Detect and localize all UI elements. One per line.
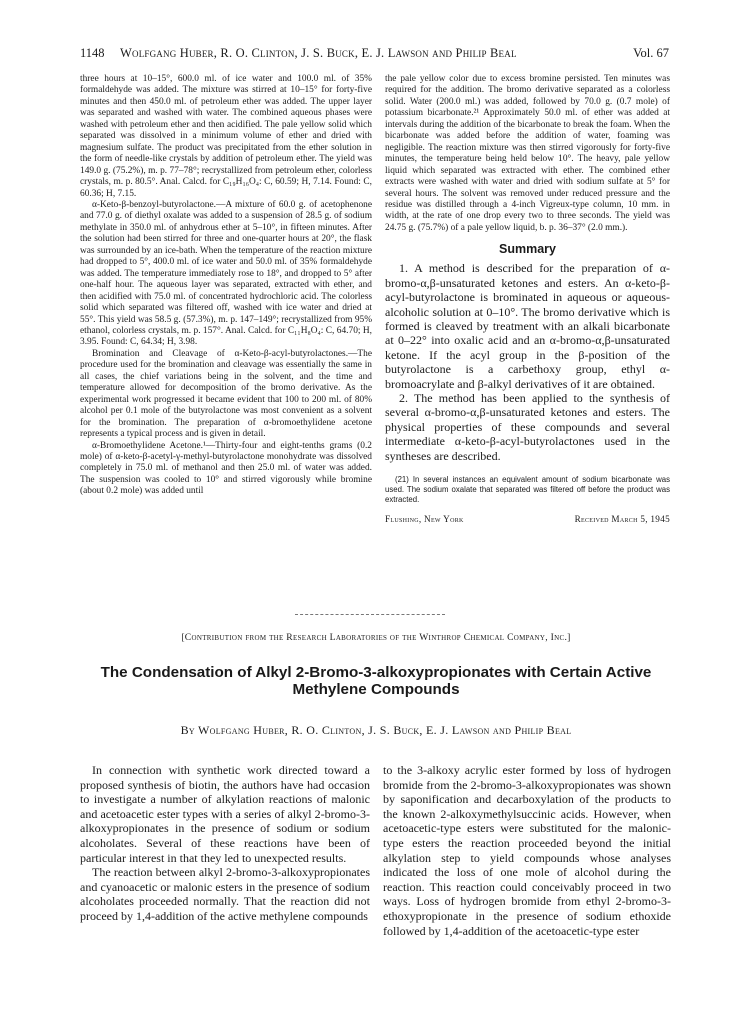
experimental-right-column	[385, 74, 670, 526]
experimental-left-column	[80, 74, 372, 498]
experimental-paragraph: α-Keto-β-benzoyl-butyrolactone.—A mixture of 60.0 g. of acetophenone and 77.0 g. of diethyl oxalate was added to a suspension of 28.5 g. of sodium methylate in 350.0 ml. of anhydrous ether at 5–10°, in fifteen minutes. After the solution had been stirred for three and one-quarter hours at 20°, the flask was surrounded by an ice-bath. When the temperature of the reaction mixture had dropped to 5°, 400.0 ml. of ice water and 50.0 ml. of 35% formaldehyde was added. The temperature immediately rose to 18°, and dropped to 5° after one-half hour. The aqueous layer was separated, extracted with ether, and then acidified with 75.0 ml. of concentrated hydrochloric acid. The colorless solid which separated was filtered off, washed with ice water and dried at 55°. This yield was 58.5 g. (57.3%), m. p. 147–149°; recrystallized from 95% ethanol, colorless crystals, m. p. 157°. Anal. Calcd. for C₁₁H₈O₄: C, 64.70; H, 3.95. Found: C, 64.34; H, 3.98.	[80, 199, 372, 348]
article-paragraph: In connection with synthetic work directed toward a proposed synthesis of biotin, the authors have had occasion to investigate a number of alkylation reactions of malonic and acetoacetic ester types with a series of alkyl 2-bromo-3-alkoxypropionates in the presence of sodium or sodium alcoholates. Several of these reactions have been of particular interest in that they led to unexpected results.	[80, 763, 370, 865]
experimental-paragraph: the pale yellow color due to excess bromine persisted. Ten minutes was required for the addition. The bromo derivative separated as a colorless solid. Water (200.0 ml.) was added, followed by 70.0 g. (0.7 mole) of potassium bicarbonate.²¹ Approximately 50.0 ml. of ether was added at intervals during the addition of the bicarbonate to break the foam. When the bicarbonate was added before the addition of water, foaming was negligible. The reaction mixture was then stirred vigorously for forty-five minutes, the temperature being held below 10°. The heavy, pale yellow liquid which separated was extracted with ether. The combined ether extracts were washed with water and dried with sodium sulfate at 5° for several hours. The solvent was removed under reduced pressure and the residue was distilled through a 4-inch Vigreux-type column, 10 mm. in width, at the rate of one drop every two to three seconds. The yield was 24.75 g. (75.7%) of a pale yellow liquid, b. p. 36–37° (2.0 mm.).	[385, 74, 670, 233]
experimental-paragraph: α-Bromoethylidene Acetone.¹—Thirty-four and eight-tenths grams (0.2 mole) of α-keto-β-acetyl-γ-methyl-butyrolactone monohydrate was dissolved completely in 75.0 ml. of methanol and then 25.0 ml. of water was added. The suspension was cooled to 10° and stirred vigorously while bromine (about 0.2 mole) was added until	[80, 440, 372, 497]
experimental-paragraph: Bromination and Cleavage of α-Keto-β-acyl-butyrolactones.—The procedure used for the bromination and cleavage was essentially the same in all cases, the chief variations being in the solvent, and the time and temperature allowed for decomposition of the bromo derivative. As the experimental work progressed it became evident that 100 to 200 ml. of 80% alcohol per 0.1 mole of the butyrolactone was most convenient as a solvent for the bromination. The preparation of α-bromoethylidene acetone represents a typical process and is given in detail.	[80, 348, 372, 440]
location: Flushing, New York	[385, 514, 464, 525]
page-number: 1148	[80, 46, 105, 60]
article-title: The Condensation of Alkyl 2-Bromo-3-alkoxypropionates with Certain Active Methylene Compounds	[100, 664, 652, 698]
volume-label: Vol. 67	[633, 46, 669, 60]
affiliation-line	[385, 514, 670, 526]
summary-item: 1. A method is described for the preparation of α-bromo-α,β-unsaturated ketones and esters. An α-keto-β-acyl-butyrolactone is brominated in aqueous or aqueous-alcoholic solution at 0–10°. The bromo derivative which is formed is cleaved by treatment with an alkali bicarbonate at 0–22° into oxalic acid and an α-bromo-α,β-unsaturated ketone. If the acyl group in the β-position of the butyrolactone is a carbethoxy group, ethyl α-bromoacrylate and β-alkyl derivatives of it are obtained.	[385, 261, 670, 391]
article-paragraph: to the 3-alkoxy acrylic ester formed by loss of hydrogen bromide from the 2-bromo-3-alkoxypropionates was shown by saponification and decarboxylation of the products to the known 2-alkoxymethylsuccinic acids. However, when acetoacetic-type esters were substituted for the malonic-type esters the reaction proceeded beyond the initial alkylation step to yield compounds whose analyses indicated the loss of one mole of alcohol during the reaction. This reaction could conceivably proceed in two ways. Loss of hydrogen bromide from ethyl 2-bromo-3-ethoxypropionate in the presence of sodium ethoxide followed by 1,4-addition of the acetoacetic-type ester	[383, 763, 671, 938]
running-head-authors: Wolfgang Huber, R. O. Clinton, J. S. Buck, E. J. Lawson and Philip Beal	[120, 46, 517, 60]
running-head	[80, 46, 669, 62]
received-date: Received March 5, 1945	[574, 514, 670, 525]
article-right-column	[383, 763, 671, 938]
article-divider	[295, 614, 445, 615]
contribution-line: [Contribution from the Research Laboratories of the Winthrop Chemical Company, Inc.]	[181, 632, 571, 643]
article-left-column	[80, 763, 370, 924]
article-paragraph: The reaction between alkyl 2-bromo-3-alkoxypropionates and cyanoacetic or malonic esters in the presence of sodium alcoholates proceeded normally. That the reaction did not proceed by 1,4-addition of the active methylene compounds	[80, 865, 370, 923]
experimental-paragraph: three hours at 10–15°, 600.0 ml. of ice water and 100.0 ml. of 35% formaldehyde was added. The mixture was stirred at 10–15° for forty-five minutes and then 450.0 ml. of petroleum ether was added. The upper layer was separated and washed with water. The combined aqueous phases were washed with petroleum ether and then acidified. The pale yellow solid which separated was dissolved in a minimum volume of ether and dried with magnesium sulfate. The product was precipitated from the ether solution in the form of needle-like crystals by addition of petroleum ether. The yield was 149.0 g. (75.2%), m. p. 77–78°; recrystallized from petroleum ether, colorless crystals, m. p. 80.5°. Anal. Calcd. for C₁₉H₁₆O₄: C, 60.59; H, 7.14. Found: C, 60.36; H, 7.15.	[80, 74, 372, 199]
footnote: (21) In several instances an equivalent amount of sodium bicarbonate was used. The sodium oxalate that separated was filtered off before the product was extracted.	[385, 475, 670, 505]
summary-heading: Summary	[499, 242, 556, 257]
article-byline: By Wolfgang Huber, R. O. Clinton, J. S. Buck, E. J. Lawson and Philip Beal	[180, 723, 572, 737]
summary-item: 2. The method has been applied to the synthesis of several α-bromo-α,β-unsaturated ketones and esters. The physical properties of these compounds and several intermediate α-keto-β-acyl-butyrolactones used in the syntheses are described.	[385, 391, 670, 463]
